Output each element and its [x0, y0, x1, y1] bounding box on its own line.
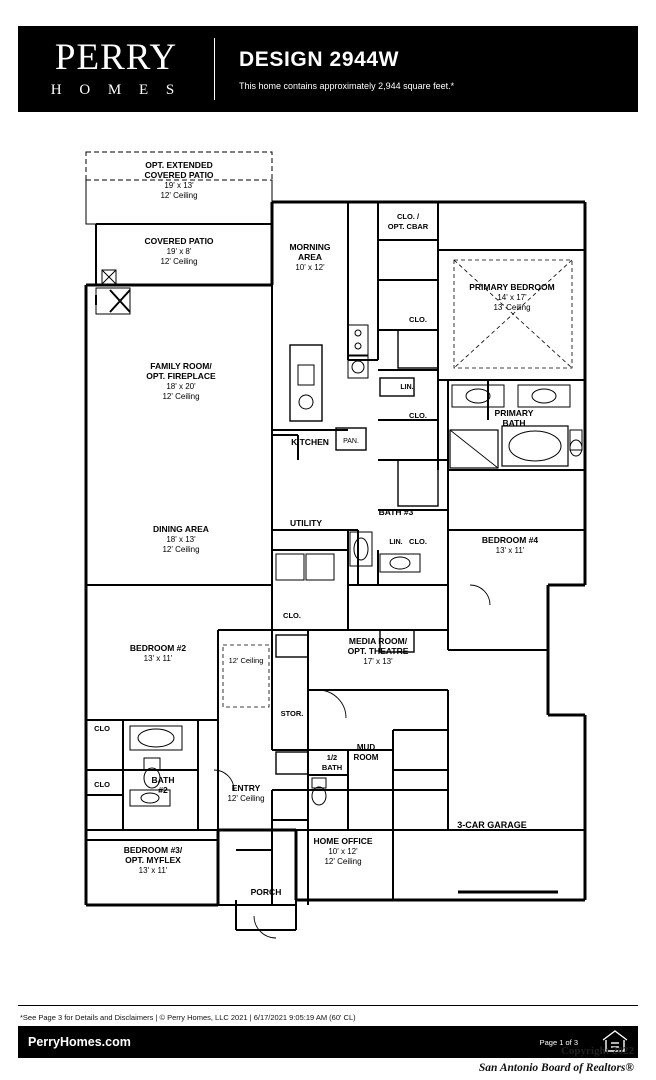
svg-text:13' x 11': 13' x 11': [138, 866, 168, 875]
room-label-entry: [227, 783, 264, 803]
label-clo-upper: CLO.: [409, 315, 427, 324]
label-clo-media: CLO.: [283, 611, 301, 620]
svg-text:14' x 17': 14' x 17': [497, 293, 527, 302]
svg-text:12' Ceiling: 12' Ceiling: [160, 191, 198, 200]
room-label-utility: UTILITY: [289, 518, 323, 528]
room-label-home-office: [313, 836, 372, 866]
header-title-block: [215, 26, 638, 112]
svg-text:#2: #2: [158, 785, 168, 795]
svg-text:PRIMARY BEDROOM: PRIMARY BEDROOM: [469, 282, 555, 292]
svg-text:13' x 11': 13' x 11': [495, 546, 525, 555]
svg-text:OPT. EXTENDED: OPT. EXTENDED: [145, 160, 213, 170]
footer-divider: [18, 1005, 638, 1006]
copyright-watermark: Copyright 2022: [560, 1045, 634, 1057]
room-label-bath-3: BATH #3: [378, 507, 414, 517]
label-clo-bed3: CLO: [94, 780, 110, 789]
svg-text:1/2: 1/2: [326, 753, 338, 762]
room-label-primary-bath: [495, 408, 534, 428]
svg-text:HOME OFFICE: HOME OFFICE: [313, 836, 373, 846]
svg-text:18' x 20': 18' x 20': [166, 382, 196, 391]
svg-text:13' Ceiling: 13' Ceiling: [493, 303, 531, 312]
room-label-kitchen: KITCHEN: [291, 437, 329, 447]
room-label-primary-bedroom: [469, 282, 554, 312]
room-label-covered-patio: [144, 236, 213, 266]
page-header: [18, 26, 638, 112]
svg-text:COVERED PATIO: COVERED PATIO: [144, 170, 214, 180]
room-label-porch: PORCH: [250, 887, 282, 897]
logo-subwordmark: H O M E S: [50, 82, 182, 98]
svg-text:MEDIA ROOM/: MEDIA ROOM/: [348, 636, 408, 646]
floorplan-drawing: [18, 130, 638, 990]
svg-text:13' x 11': 13' x 11': [143, 654, 173, 663]
room-label-bath-2: [152, 775, 175, 795]
svg-text:18' x 13': 18' x 13': [166, 535, 196, 544]
label-clo-bed2: CLO: [94, 724, 110, 733]
svg-text:12' Ceiling: 12' Ceiling: [162, 545, 200, 554]
svg-text:DINING AREA: DINING AREA: [153, 524, 209, 534]
svg-text:AREA: AREA: [297, 252, 323, 262]
svg-text:OPT. MYFLEX: OPT. MYFLEX: [125, 855, 181, 865]
room-label-mud-room: [354, 743, 379, 762]
label-pantry: PAN.: [343, 438, 359, 445]
label-stor: STOR.: [280, 709, 304, 718]
svg-text:MUD: MUD: [356, 743, 376, 752]
svg-text:19' x 8': 19' x 8': [166, 247, 192, 256]
svg-text:19' x 13': 19' x 13': [164, 181, 194, 190]
room-label-family-room: [146, 361, 216, 401]
svg-text:10' x 12': 10' x 12': [295, 263, 325, 272]
page-subtitle: This home contains approximately 2,944 square feet.*: [239, 80, 455, 91]
svg-text:ENTRY: ENTRY: [231, 783, 261, 793]
svg-text:12' Ceiling: 12' Ceiling: [162, 392, 200, 401]
page-title: DESIGN 2944W: [239, 47, 400, 71]
svg-text:FAMILY ROOM/: FAMILY ROOM/: [150, 361, 212, 371]
svg-text:BATH: BATH: [151, 775, 175, 785]
room-label-media-room: [348, 636, 409, 666]
svg-text:COVERED PATIO: COVERED PATIO: [144, 236, 214, 246]
svg-text:BATH: BATH: [502, 418, 526, 428]
label-lin-upper: LIN.: [400, 384, 414, 391]
room-label-dining-area: [153, 524, 209, 554]
logo-wordmark: PERRY: [54, 37, 178, 78]
room-label-bedroom-4: [482, 535, 538, 555]
svg-text:MORNING: MORNING: [289, 242, 331, 252]
room-label-garage: 3-CAR GARAGE: [457, 820, 527, 830]
svg-text:BATH: BATH: [321, 763, 343, 772]
svg-text:ROOM: ROOM: [353, 753, 379, 762]
svg-text:10' x 12': 10' x 12': [328, 847, 358, 856]
svg-text:17' x 13': 17' x 13': [363, 657, 393, 666]
label-clo-lower: CLO.: [409, 537, 427, 546]
perry-homes-logo: [18, 26, 214, 112]
label-media-ceiling: 12' Ceiling: [228, 656, 264, 665]
svg-text:OPT. FIREPLACE: OPT. FIREPLACE: [146, 371, 216, 381]
svg-text:OPT. THEATRE: OPT. THEATRE: [347, 646, 409, 656]
label-lin-lower: LIN.: [389, 539, 403, 546]
label-clo-mid: CLO.: [409, 411, 427, 420]
page-number: Page 1 of 3: [539, 1038, 578, 1047]
room-label-clo-opt-cbar: [388, 212, 429, 231]
room-label-half-bath: [322, 753, 342, 772]
room-label-morning-area: [289, 242, 330, 272]
footer-disclaimer: *See Page 3 for Details and Disclaimers | © Perry Homes, LLC 2021 | 6/17/2021 9:05:19 AM (60' CL): [20, 1013, 356, 1022]
room-label-bedroom-3: [124, 845, 183, 875]
svg-text:PRIMARY: PRIMARY: [494, 408, 534, 418]
website-link[interactable]: PerryHomes.com: [28, 1035, 131, 1049]
svg-text:BEDROOM #2: BEDROOM #2: [129, 643, 187, 653]
svg-text:OPT. CBAR: OPT. CBAR: [387, 222, 429, 231]
svg-text:12' Ceiling: 12' Ceiling: [160, 257, 198, 266]
room-label-bedroom-2: [130, 643, 186, 663]
svg-text:BEDROOM #3/: BEDROOM #3/: [123, 845, 183, 855]
svg-text:12' Ceiling: 12' Ceiling: [227, 794, 265, 803]
board-of-realtors-watermark: San Antonio Board of Realtors®: [478, 1062, 634, 1074]
svg-text:12' Ceiling: 12' Ceiling: [324, 857, 362, 866]
svg-text:BEDROOM #4: BEDROOM #4: [481, 535, 539, 545]
svg-text:CLO. /: CLO. /: [396, 212, 420, 221]
